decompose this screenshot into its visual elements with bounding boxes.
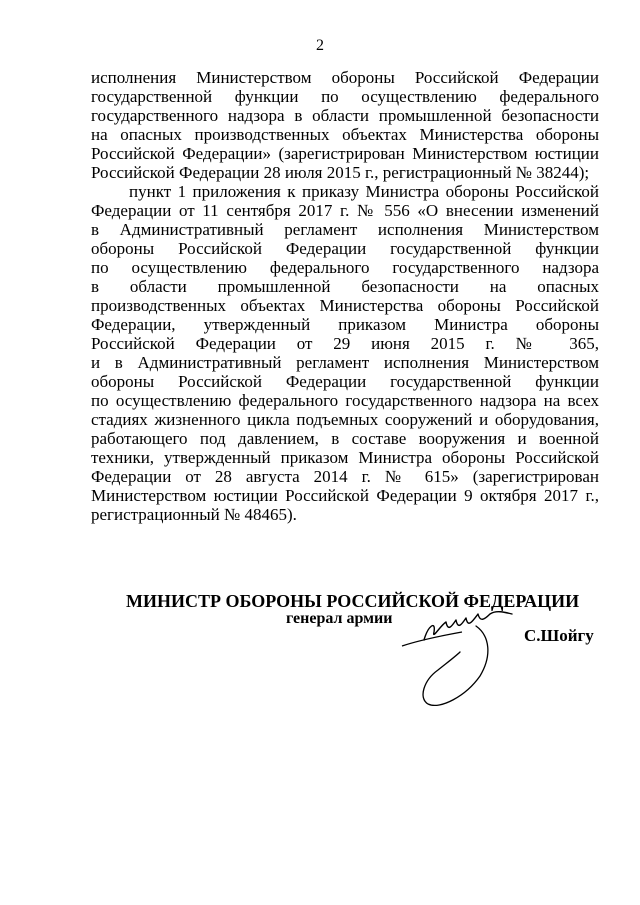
text-line: техники, утвержденный приказом Министра обороны Российской [91,448,599,467]
text-line: Российской Федерации от 29 июня 2015 г. № 365, [91,334,599,353]
text-line: Федерации, утвержденный приказом Министра обороны [91,315,599,334]
body-text [91,68,599,524]
signatory-title: МИНИСТР ОБОРОНЫ РОССИЙСКОЙ ФЕДЕРАЦИИ [126,591,580,611]
text-line: исполнения Министерством обороны Российской Федерации [91,68,599,87]
text-line: государственной функции по осуществлению федерального [91,87,599,106]
text-line: стадиях жизненного цикла подъемных сооружений и оборудования, [91,410,599,429]
text-line: в области промышленной безопасности на опасных [91,277,599,296]
text-line: в Административный регламент исполнения Министерством [91,220,599,239]
text-line: Федерации от 11 сентября 2017 г. № 556 «О внесении изменений [91,201,599,220]
text-line: Российской Федерации» (зарегистрирован Министерством юстиции [91,144,599,163]
text-line: регистрационный № 48465). [91,505,297,524]
text-line: по осуществлению федерального государственного надзора [91,258,599,277]
text-line: по осуществлению федерального государственного надзора на всех [91,391,599,410]
text-line: на опасных производственных объектах Министерства обороны [91,125,599,144]
page-number: 2 [316,37,324,54]
text-line: обороны Российской Федерации государственной функции [91,372,599,391]
signatory-name: С.Шойгу [524,626,594,645]
signatory-rank: генерал армии [286,610,393,627]
text-line: производственных объектах Министерства обороны Российской [91,296,599,315]
text-line: государственного надзора в области промышленной безопасности [91,106,599,125]
text-line: Федерации от 28 августа 2014 г. № 615» (зарегистрирован [91,467,599,486]
text-line: обороны Российской Федерации государственной функции [91,239,599,258]
handwritten-signature [400,596,530,726]
text-line: Российской Федерации 28 июля 2015 г., регистрационный № 38244); [91,163,590,182]
text-line: работающего под давлением, в составе вооружения и военной [91,429,599,448]
text-line: Министерством юстиции Российской Федерации 9 октября 2017 г., [91,486,599,505]
text-line: пункт 1 приложения к приказу Министра обороны Российской [129,182,599,201]
text-line: и в Административный регламент исполнения Министерством [91,353,599,372]
